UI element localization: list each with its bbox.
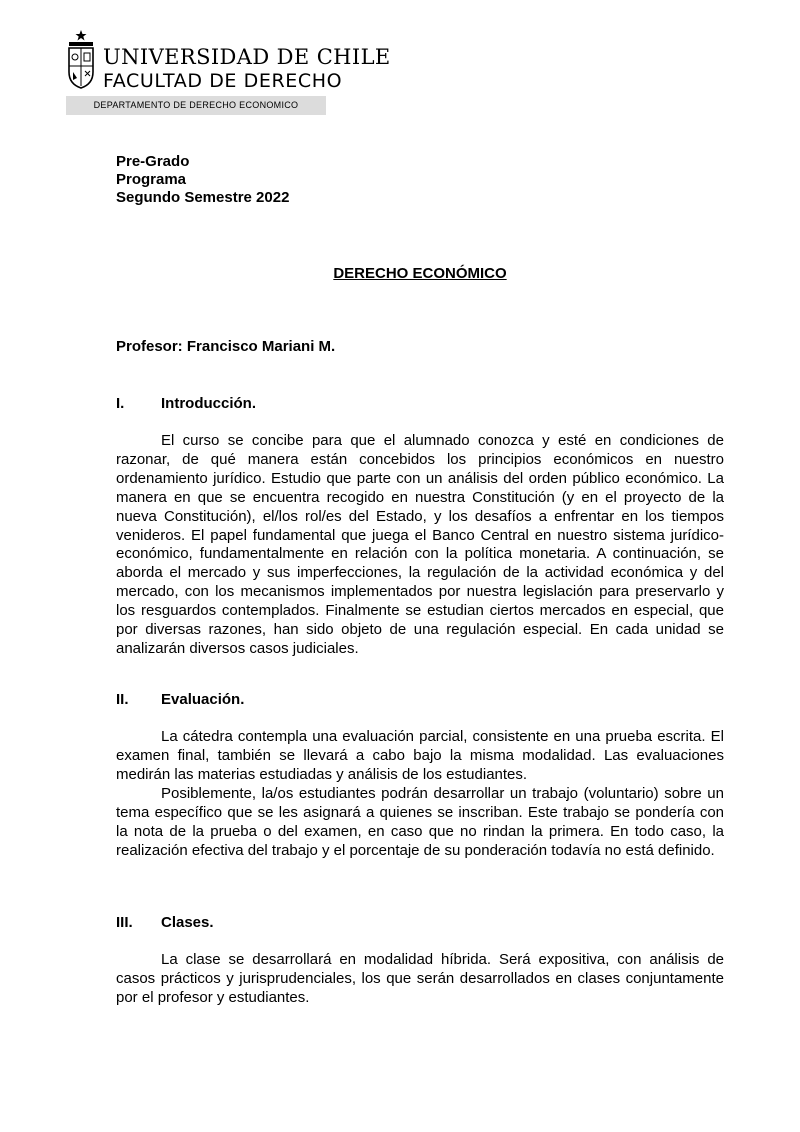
section-title: Evaluación.	[161, 691, 245, 708]
introduccion-paragraph: El curso se concibe para que el alumnado conozca y esté en condiciones de razonar, de qué manera están concebidos los principios económicos en nuestro ordenamiento jurídico. Estudio que parte con un análisis del orden público económico. La manera en que se encuentra recogido en nuestra Constitución (y en el proyecto de la nueva Constitución), el/los rol/es del Estado, y los desafíos a enfrentar en los tiempos venideros. El papel fundamental que juega el Banco Central en nuestro sistema jurídico-económico, fundamentalmente en relación con la política monetaria. A continuación, se aborda el mercado y sus imperfecciones, la regulación de la actividad económica y del mercado, con los mecanismos implementados por nuestra legislación para preservarlo y los resguardos contemplados. Finalmente se estudian ciertos mercados en especial, que por diversas razones, han sido objeto de una regulación especial. En cada unidad se analizarán diversos casos judiciales.	[116, 432, 724, 657]
section-heading-evaluacion	[116, 691, 244, 708]
section-heading-introduccion	[116, 395, 256, 412]
section-title: Clases.	[161, 914, 214, 931]
header-program: Programa	[116, 171, 187, 188]
document-title: DERECHO ECONÓMICO	[333, 265, 507, 282]
header-semester: Segundo Semestre 2022	[116, 189, 290, 206]
evaluacion-paragraph-1: La cátedra contempla una evaluación parcial, consistente en una prueba escrita. El examen final, también se llevará a cabo bajo la misma modalidad. Las evaluaciones medirán las materias estudiadas y análisis de los estudiantes.	[116, 728, 724, 783]
faculty-name: FACULTAD DE DERECHO	[103, 70, 343, 92]
course-header	[116, 153, 289, 207]
section-number: III.	[116, 914, 133, 931]
header-level: Pre-Grado	[116, 153, 190, 170]
section-number: II.	[116, 691, 129, 708]
section-number: I.	[116, 395, 125, 412]
department-banner: DEPARTAMENTO DE DERECHO ECONOMICO	[66, 96, 326, 115]
university-crest-logo	[66, 28, 96, 90]
evaluacion-paragraph-2: Posiblemente, la/os estudiantes podrán desarrollar un trabajo (voluntario) sobre un tema específico que se les asignará a quienes se inscriban. Este trabajo se pondería con la nota de la prueba o del examen, en caso que no rindan la primera. En todo caso, la realización efectiva del trabajo y el porcentaje de su ponderación todavía no está definido.	[116, 785, 724, 859]
section-title: Introducción.	[161, 395, 256, 412]
section-heading-clases	[116, 914, 214, 931]
letterhead	[66, 28, 391, 116]
professor-line: Profesor: Francisco Mariani M.	[116, 338, 336, 355]
clases-paragraph: La clase se desarrollará en modalidad híbrida. Será expositiva, con análisis de casos prácticos y jurisprudenciales, los que serán desarrollados en clases conjuntamente por el profesor y estudiantes.	[116, 951, 724, 1006]
university-name: UNIVERSIDAD DE CHILE	[103, 45, 391, 69]
